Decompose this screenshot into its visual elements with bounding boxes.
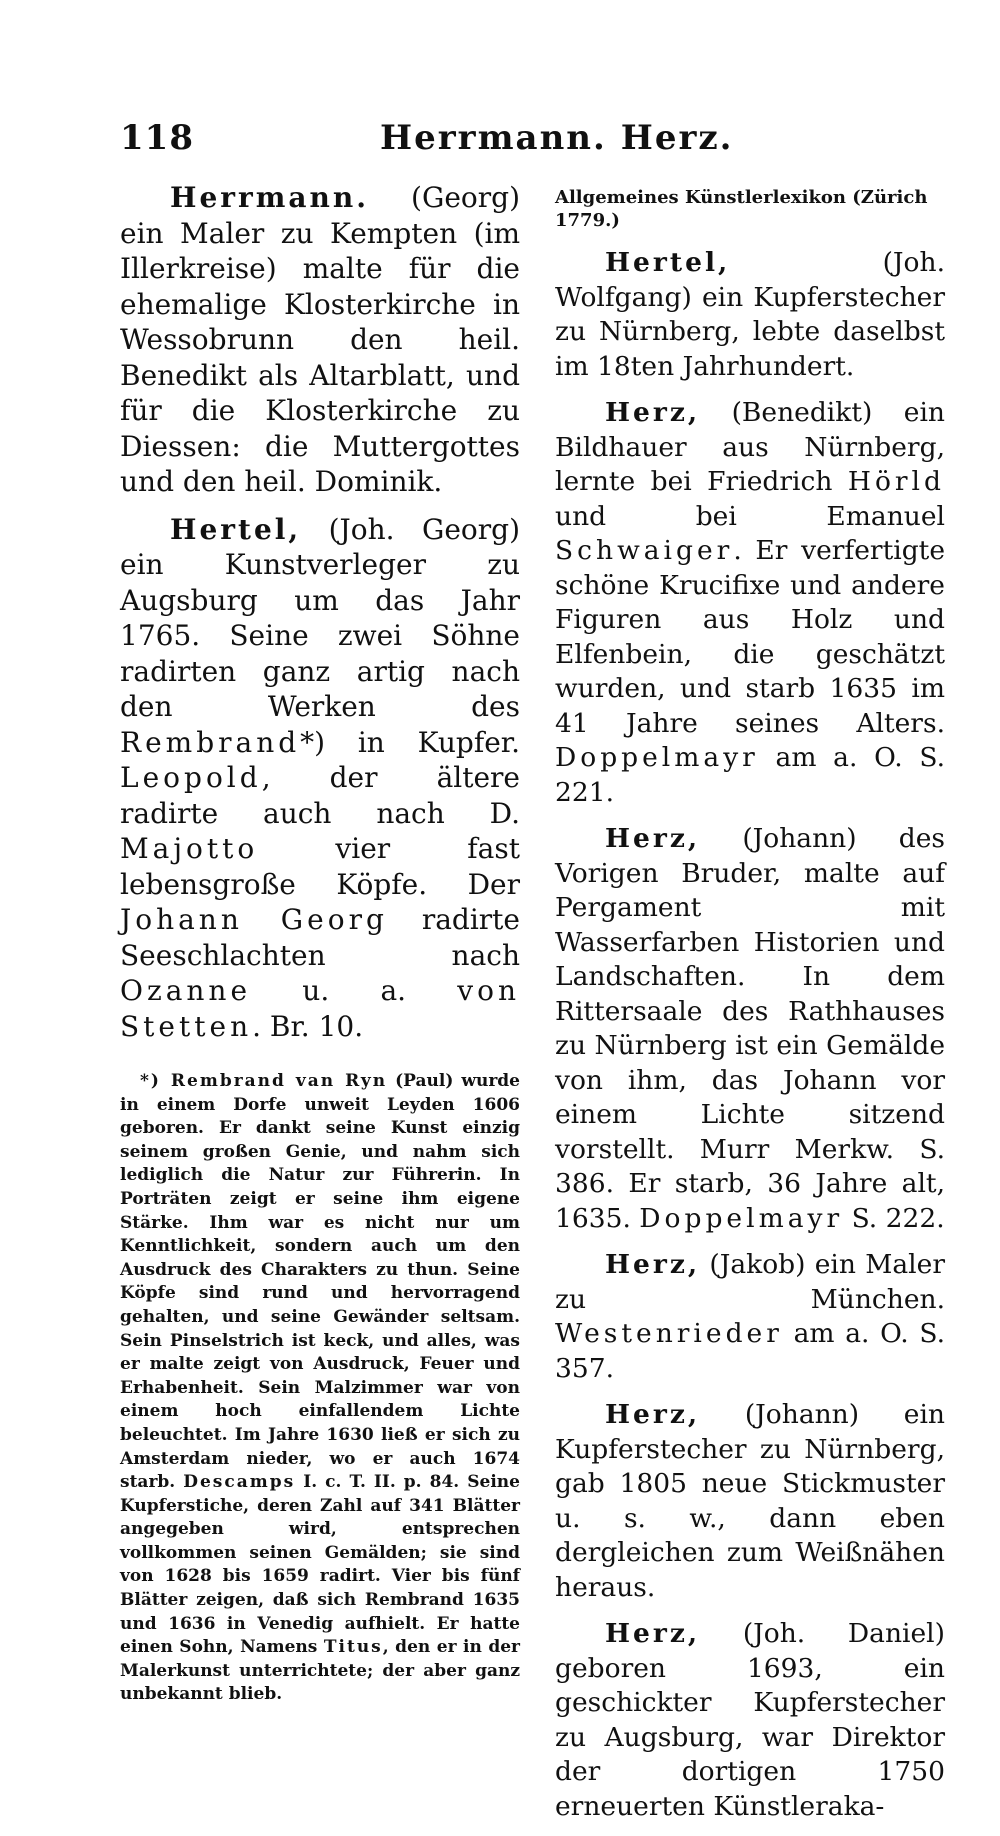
spaced-name: Descamps	[183, 1472, 296, 1493]
entry-hertel-joh-wolfgang	[555, 246, 945, 384]
footnote-text: (Paul) wurde in einem Dorfe unweit Leyden 1606 geboren. Er dankt seine Kunst einzig seinem großen Genie, und nahm sich lediglich die Natur zur Führerin. In Porträten zeigt er seine ihm eigene Stärke. Ihm war es nicht nur um Kenntlichkeit, sondern auch um den Ausdruck des Charakters zu thun. Seine Köpfe sind rund und hervorragend gehalten, und seine Gewänder seltsam. Sein Pinselstrich ist keck, und alles, was er malte zeigt von Ausdruck, Feuer und Erhabenheit. Sein Malzimmer war von einem hoch einfallendem Lichte beleuchtet. Im Jahre 1630 ließ er sich zu Amsterdam nieder, wo er auch 1674 starb.	[120, 1071, 520, 1493]
spaced-name: Majotto	[120, 832, 259, 865]
spaced-name: von Stetten	[120, 974, 520, 1043]
entry-text: (Joh. Daniel) geboren 1693, ein geschickter Kupferstecher zu Augsburg, war Direktor der dortigen 1750 erneuerten Künstleraka-	[555, 1618, 945, 1822]
entry-text: . Br. 10.	[252, 1009, 364, 1043]
spaced-name: Titus	[323, 1637, 383, 1658]
entry-herrmann-georg	[120, 180, 520, 500]
entry-text: . Er verfertigte schöne Krucifixe und andere Figuren aus Holz und Elfenbein, die geschätzt wurden, und starb 1635 im 41 Jahre seines Alters.	[555, 535, 945, 739]
entry-text: (Benedikt) ein Bildhauer aus Nürnberg, lernte bei Friedrich	[555, 397, 945, 497]
entry-herz-johann-painter	[555, 822, 945, 1236]
spaced-name: Rembrand	[120, 725, 301, 759]
entry-text: vier fast lebensgroße Köpfe. Der	[120, 832, 520, 901]
page-header	[120, 118, 940, 168]
entry-lemma: Herz,	[605, 397, 701, 428]
entry-text: am a. O. S. 357.	[555, 1318, 945, 1384]
entry-text: (Georg) ein Maler zu Kempten (im Illerkreise) malte für die ehemalige Klosterkirche in Wessobrunn den heil. Benedikt als Altarblatt, und für die Klosterkirche zu Diessen: die Muttergottes und den heil. Dominik.	[120, 181, 520, 498]
entry-lemma: Herz,	[605, 1249, 701, 1280]
entry-lemma: Hertel,	[605, 247, 731, 278]
entry-text: (Joh. Wolfgang) ein Kupferstecher zu Nürnberg, lebte daselbst im 18ten Jahrhundert.	[555, 247, 945, 382]
page-number: 118	[120, 118, 194, 158]
entry-herz-benedikt	[555, 396, 945, 810]
footnote-lemma: *) Rembrand van Ryn	[140, 1071, 388, 1091]
running-title: Herrmann. Herz.	[380, 118, 734, 158]
entry-herz-joh-daniel	[555, 1617, 945, 1824]
entry-herz-jakob	[555, 1248, 945, 1386]
entry-text: und bei Emanuel	[555, 500, 945, 532]
left-column	[120, 180, 520, 1707]
spaced-name: Westenrieder	[555, 1318, 783, 1349]
entry-text: (Jakob) ein Maler zu München.	[555, 1249, 945, 1315]
spaced-name: Ozanne	[120, 974, 252, 1007]
footnote-text: , den er in der Malerkunst unterrichtete; der aber ganz unbekannt blieb.	[120, 1637, 521, 1705]
footnote-text: I. c. T. II. p. 84. Seine Kupferstiche, deren Zahl auf 341 Blätter angegeben wird, entsprechen vollkommen seinen Gemälden; sie sind von 1628 bis 1659 radirt. Vier bis fünf Blätter zeigen, daß sich Rembrand 1635 und 1636 in Venedig aufhielt. Er hatte einen Sohn, Namens	[120, 1472, 520, 1658]
footnote-rembrand	[120, 1070, 520, 1707]
spaced-name: Doppelmayr	[555, 742, 759, 773]
spaced-name: Schwaiger	[555, 535, 734, 566]
continued-reference: Allgemeines Künstlerlexikon (Zürich 1779.)	[555, 187, 928, 231]
entry-herz-johann-engraver	[555, 1398, 945, 1605]
entry-lemma: Herrmann.	[170, 181, 370, 214]
entry-text: *) in Kupfer.	[300, 725, 520, 759]
spaced-name: Leopold	[120, 761, 262, 794]
right-column	[555, 186, 945, 1836]
entry-lemma: Hertel,	[170, 512, 302, 546]
entry-hertel-joh-georg	[120, 512, 520, 1045]
entry-text: am a. O. S. 221.	[555, 742, 945, 808]
entry-text: (Johann) ein Kupferstecher zu Nürnberg, gab 1805 neue Stickmuster u. s. w., dann eben dergleichen zum Weißnähen heraus.	[555, 1399, 945, 1603]
entry-lemma: Herz,	[605, 823, 701, 854]
entry-text: (Joh. Georg) ein Kunstverleger zu Augsburg um das Jahr 1765. Seine zwei Söhne radirten ganz artig nach den Werken des	[120, 512, 520, 723]
entry-text: S. 222.	[843, 1202, 945, 1234]
spaced-name: Johann Georg	[120, 903, 388, 936]
entry-text: u. a.	[251, 974, 458, 1007]
spaced-name: Doppelmayr	[639, 1202, 844, 1234]
entry-text: radirte Seeschlachten nach	[120, 903, 520, 972]
entry-lemma: Herz,	[605, 1618, 701, 1649]
entry-text: (Johann) des Vorigen Bruder, malte auf Pergament mit Wasserfarben Historien und Landschaften. In dem Rittersaale des Rathhauses zu Nürnberg ist ein Gemälde von ihm, das Johann vor einem Lichte sitzend vorstellt. Murr Merkw. S. 386. Er starb, 36 Jahre alt, 1635.	[555, 823, 945, 1234]
entry-text: , der ältere radirte auch nach D.	[120, 761, 520, 830]
spaced-name: Hörld	[847, 466, 945, 497]
entry-lemma: Herz,	[605, 1399, 701, 1430]
